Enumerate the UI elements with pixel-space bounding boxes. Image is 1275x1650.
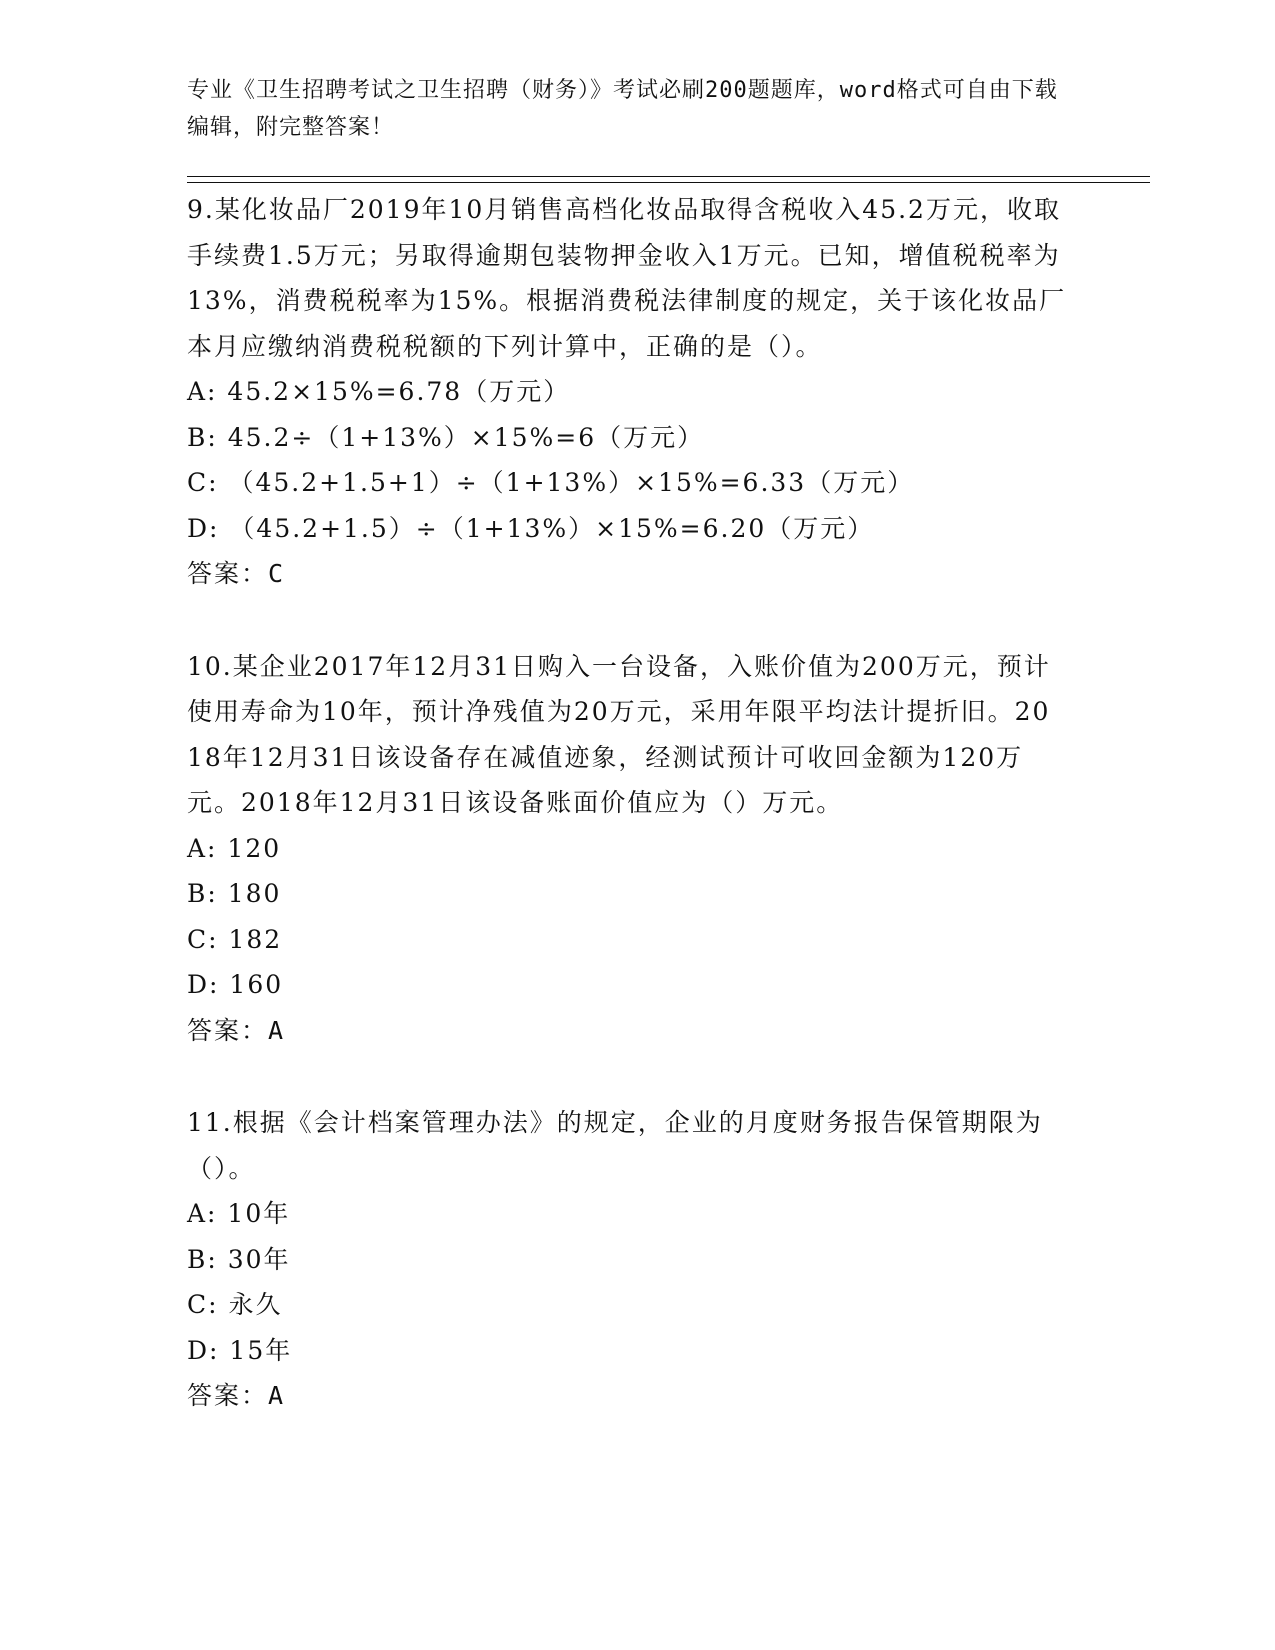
option-a: A: 120 [187,833,282,863]
option-d: D: 15年 [187,1335,293,1365]
question-stem: 11.根据《会计档案管理办法》的规定，企业的月度财务报告保管期限为（）。 [187,1108,1043,1183]
question-stem: 9.某化妆品厂2019年10月销售高档化妆品取得含税收入45.2万元，收取手续费1.5万元；另取得逾期包装物押金收入1万元。已知，增值税税率为13%，消费税税率为15%。根据消费税法律制度的规定，关于该化妆品厂本月应缴纳消费税税额的下列计算中，正确的是（）。 [187,195,1067,361]
answer-line: 答案：A [187,1015,286,1045]
answer-line: 答案：A [187,1381,286,1410]
question-11 [187,1100,1067,1419]
option-c: C: 182 [187,924,283,954]
answer-line: 答案：C [187,559,286,588]
option-a: A: 10年 [187,1199,291,1228]
option-a: A: 45.2×15%=6.78（万元） [187,377,571,406]
option-c: C: 永久 [187,1290,283,1319]
question-list [187,187,1067,1466]
option-b: B: 180 [187,879,282,908]
option-b: B: 45.2÷（1+13%）×15%=6（万元） [187,422,705,452]
question-9 [187,187,1067,597]
option-b: B: 30年 [187,1244,291,1274]
question-stem: 10.某企业2017年12月31日购入一台设备，入账价值为200万元，预计使用寿命为10年，预计净残值为20万元，采用年限平均法计提折旧。2018年12月31日该设备存在减值迹象，经测试预计可收回金额为120万元。2018年12月31日该设备账面价值应为（）万元。 [187,651,1051,817]
document-header: 专业《卫生招聘考试之卫生招聘（财务）》考试必刷200题题库，word格式可自由下载编辑，附完整答案！ [187,78,1058,140]
header-rule-top [187,176,1150,177]
option-c: C: （45.2+1.5+1）÷（1+13%）×15%=6.33（万元） [187,468,915,497]
question-10 [187,644,1067,1054]
option-d: D: （45.2+1.5）÷（1+13%）×15%=6.20（万元） [187,513,875,543]
header-rule-bottom [187,182,1150,183]
option-d: D: 160 [187,970,284,999]
